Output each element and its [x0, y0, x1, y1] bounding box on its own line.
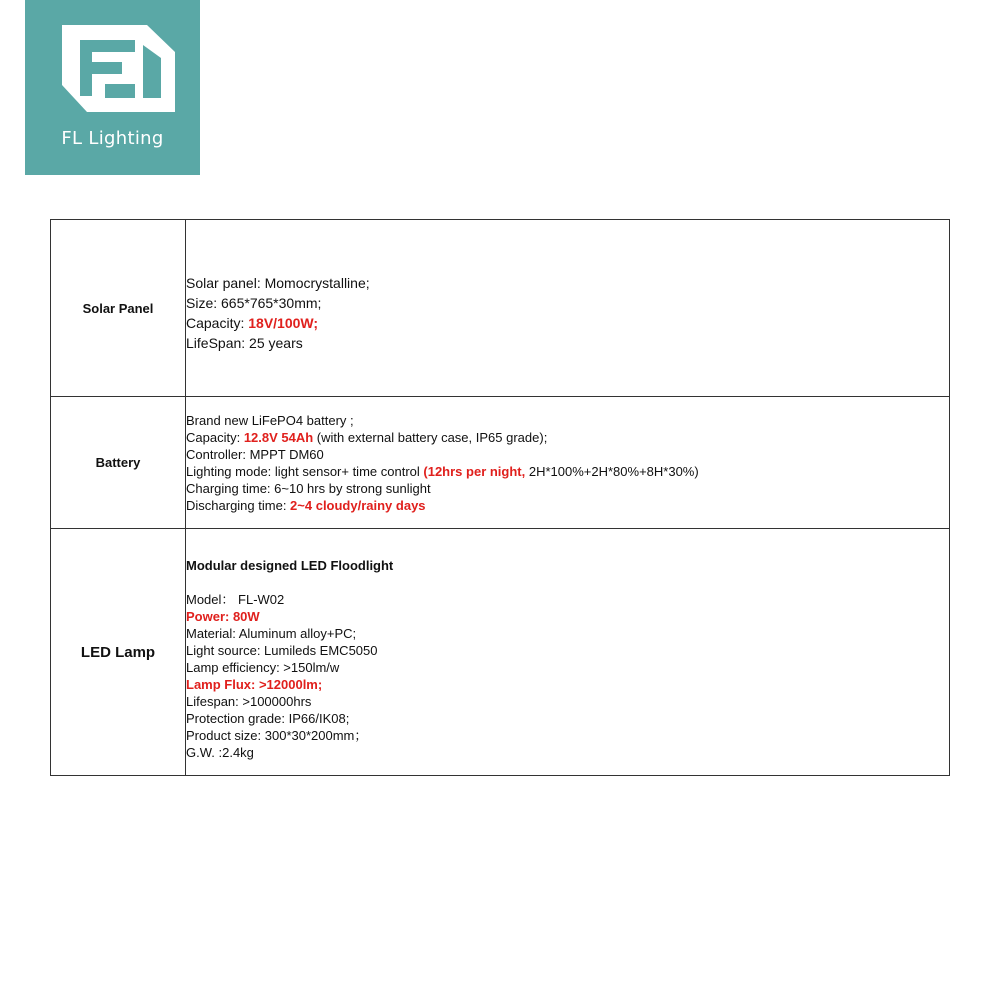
logo-text: FL Lighting [61, 128, 164, 149]
lighting-mode-suffix: 2H*100%+2H*80%+8H*30%) [525, 463, 699, 479]
led-material: Material: Aluminum alloy+PC; [186, 626, 357, 641]
solar-capacity [186, 313, 949, 333]
discharging-value: 2~4 cloudy/rainy days [290, 497, 426, 513]
led-power: Power: 80W [186, 609, 260, 624]
row-label-solar-panel: Solar Panel [51, 220, 186, 397]
battery-capacity-prefix: Capacity: [186, 429, 244, 445]
spec-table [50, 219, 950, 776]
battery-type: Brand new LiFePO4 battery ; [186, 412, 354, 428]
led-light-source: Light source: Lumileds EMC5050 [186, 643, 378, 658]
table-row-led-lamp [51, 529, 950, 776]
led-protection: Protection grade: IP66/IK08; [186, 711, 350, 726]
battery-capacity-suffix: (with external battery case, IP65 grade); [313, 429, 548, 445]
solar-capacity-value: 18V/100W; [248, 315, 319, 331]
table-row-solar-panel [51, 220, 950, 397]
discharging-prefix: Discharging time: [186, 497, 291, 513]
battery-controller: Controller: MPPT DM60 [186, 446, 324, 462]
solar-capacity-prefix: Capacity: [186, 315, 249, 331]
led-weight: G.W. :2.4kg [186, 745, 254, 760]
battery-capacity [186, 429, 949, 446]
solar-panel-specs [186, 220, 950, 397]
lighting-mode-prefix: Lighting mode: light sensor+ time control [186, 463, 424, 479]
led-efficiency: Lamp efficiency: >150lm/w [186, 660, 340, 675]
led-flux: Lamp Flux: >12000lm; [186, 677, 323, 692]
led-lamp-specs [186, 529, 950, 776]
brand-logo [25, 0, 200, 175]
battery-charging-time: Charging time: 6~10 hrs by strong sunlight [186, 480, 431, 496]
battery-discharging-time [186, 497, 949, 514]
solar-type: Solar panel: Momocrystalline; [186, 275, 370, 291]
row-label-battery: Battery [51, 397, 186, 529]
solar-size: Size: 665*765*30mm; [186, 295, 322, 311]
row-label-led-lamp: LED Lamp [51, 529, 186, 776]
solar-lifespan: LifeSpan: 25 years [186, 335, 303, 351]
battery-specs [186, 397, 950, 529]
battery-capacity-value: 12.8V 54Ah [243, 429, 314, 445]
led-lifespan: Lifespan: >100000hrs [186, 694, 312, 709]
battery-lighting-mode [186, 463, 949, 480]
led-size: Product size: 300*30*200mm； [186, 728, 368, 743]
led-model: Model： FL-W02 [186, 592, 285, 607]
table-row-battery [51, 397, 950, 529]
lighting-mode-value: (12hrs per night, [423, 463, 526, 479]
led-heading: Modular designed LED Floodlight [186, 558, 394, 573]
